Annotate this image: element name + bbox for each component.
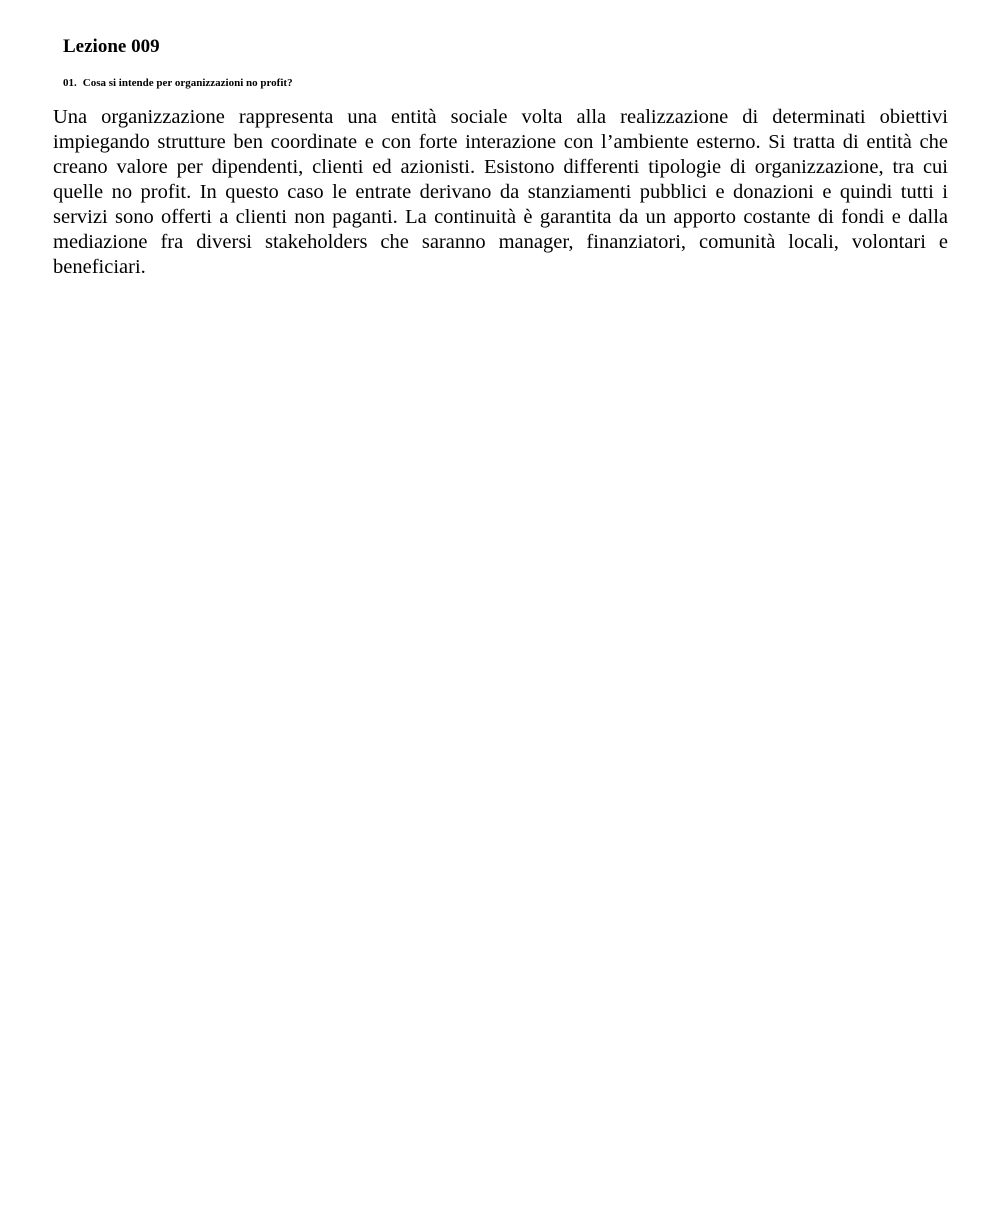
question-heading: [63, 75, 293, 91]
question-text: Cosa si intende per organizzazioni no profit?: [82, 77, 293, 89]
lesson-title: Lezione 009: [63, 36, 160, 57]
answer-paragraph: Una organizzazione rappresenta una entità sociale volta alla realizzazione di determinati obiettivi impiegando strutture ben coordinate e con forte interazione con l’ambiente esterno. Si tratta di entità che creano valore per dipendenti, clienti ed azionisti. Esistono differenti tipologie di organizzazione, tra cui quelle no profit. In questo caso le entrate derivano da stanziamenti pubblici e donazioni e quindi tutti i servizi sono offerti a clienti non paganti. La continuità è garantita da un apporto costante di fondi e dalla mediazione fra diversi stakeholders che saranno manager, finanziatori, comunità locali, volontari e beneficiari.: [53, 106, 948, 278]
question-number: 01.: [63, 77, 77, 89]
